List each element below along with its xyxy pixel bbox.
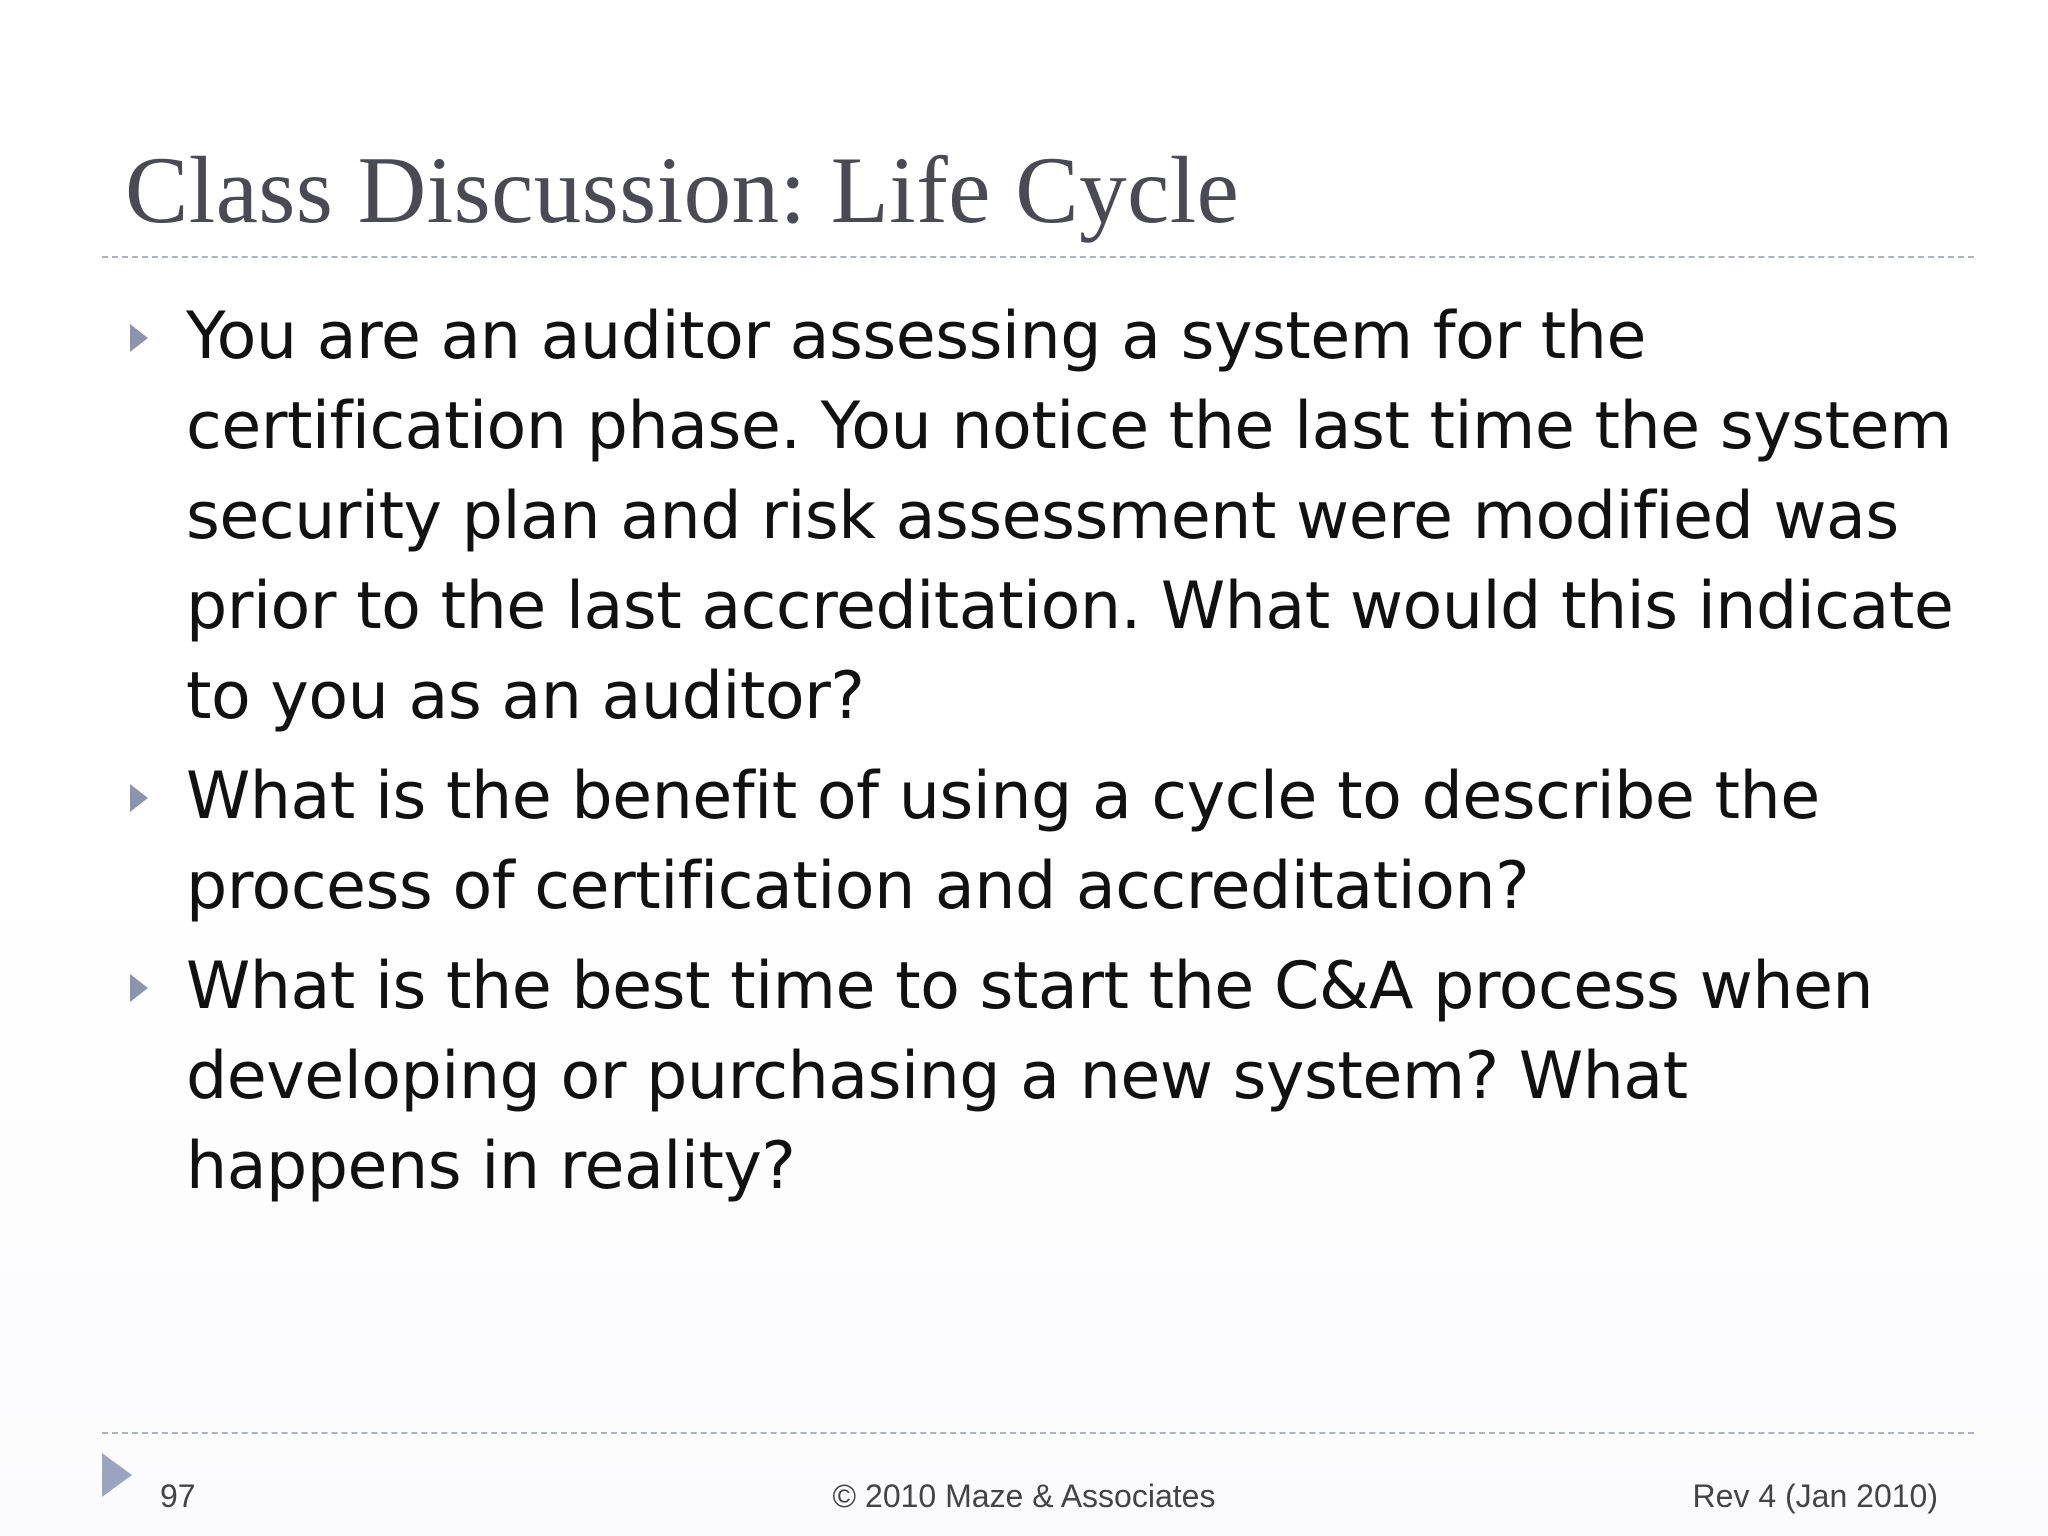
bullet-list xyxy=(128,292,1958,1222)
bullet-item xyxy=(128,942,1958,1212)
revision-label: Rev 4 (Jan 2010) xyxy=(1692,1478,1938,1514)
bullet-arrow-icon xyxy=(130,974,148,1002)
page-number: 97 xyxy=(160,1478,196,1514)
copyright-notice: © 2010 Maze & Associates xyxy=(832,1478,1216,1514)
footer-divider xyxy=(102,1432,1974,1434)
bullet-item xyxy=(128,292,1958,742)
bullet-text: You are an auditor assessing a system for the certification phase. You notice the last time the system security plan and risk assessment were modified was prior to the last accreditation. What would this indicate to you as an auditor? xyxy=(186,299,1954,734)
bullet-text: What is the benefit of using a cycle to describe the process of certification and accreditation? xyxy=(186,759,1820,924)
bullet-item xyxy=(128,752,1958,932)
bullet-arrow-icon xyxy=(130,324,148,352)
bullet-arrow-icon xyxy=(130,784,148,812)
bullet-text: What is the best time to start the C&A process when developing or purchasing a new system? What happens in reality? xyxy=(186,949,1874,1204)
title-divider xyxy=(102,256,1974,258)
slide-title: Class Discussion: Life Cycle xyxy=(125,137,1240,243)
